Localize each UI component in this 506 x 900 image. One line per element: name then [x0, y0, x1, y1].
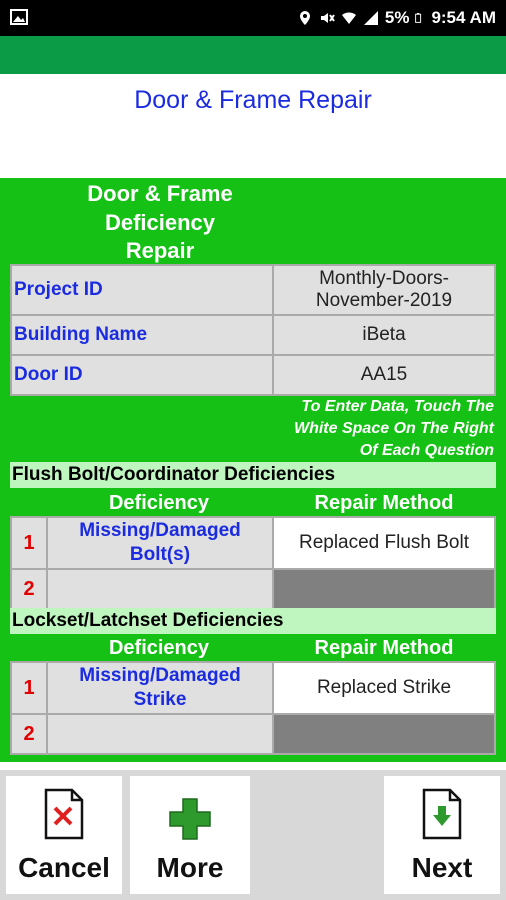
cancel-button[interactable] [6, 776, 122, 894]
repair-method-field [273, 569, 495, 609]
column-headers [10, 490, 496, 516]
repair-method-column-header: Repair Method [314, 637, 454, 659]
app-bar [0, 36, 506, 74]
deficiency-cell [47, 662, 273, 714]
battery-percent: 5% [384, 8, 410, 27]
title-area [0, 74, 506, 178]
repair-method-field[interactable]: Replaced Strike [273, 662, 495, 714]
form-area [0, 178, 506, 762]
page-title: Door & Frame Repair [134, 86, 372, 114]
status-bar [0, 0, 506, 36]
form-heading [60, 180, 260, 266]
deficiency-cell[interactable] [47, 569, 273, 609]
table-row [11, 714, 495, 754]
project-id-label: Project ID [11, 265, 273, 315]
table-row [11, 517, 495, 569]
building-name-row [11, 315, 495, 355]
deficiency-column-header: Deficiency [108, 492, 210, 514]
hint-line: Of Each Question [359, 442, 494, 459]
next-label: Next [411, 852, 473, 883]
flush-bolt-table [10, 516, 496, 610]
column-headers [10, 635, 496, 661]
door-id-value[interactable]: AA15 [273, 355, 495, 395]
next-button[interactable] [384, 776, 500, 894]
deficiency-line: Bolt(s) [129, 544, 191, 565]
project-id-value[interactable] [273, 265, 495, 315]
building-name-label: Building Name [11, 315, 273, 355]
project-id-value-line: Monthly-Doors- [319, 268, 449, 289]
cancel-document-icon [44, 788, 84, 840]
mute-icon [319, 10, 335, 26]
door-id-label: Door ID [11, 355, 273, 395]
more-label: More [156, 852, 224, 883]
repair-method-column-header: Repair Method [314, 492, 454, 514]
row-number: 2 [11, 569, 47, 609]
info-table [10, 264, 496, 396]
deficiency-cell [47, 517, 273, 569]
section-title-lockset: Lockset/Latchset Deficiencies [10, 608, 496, 634]
cancel-label: Cancel [18, 852, 110, 883]
deficiency-line: Missing/Damaged [79, 520, 241, 541]
building-name-value[interactable]: iBeta [273, 315, 495, 355]
battery-icon [415, 10, 425, 26]
next-document-icon [422, 788, 462, 840]
row-number: 1 [11, 662, 47, 714]
deficiency-line: Missing/Damaged [79, 665, 241, 686]
bottom-nav [0, 770, 506, 900]
location-icon [297, 10, 313, 26]
instruction-hint [234, 396, 494, 462]
row-number: 2 [11, 714, 47, 754]
clock: 9:54 AM [431, 8, 496, 27]
image-notification-icon [10, 9, 28, 25]
repair-method-field [273, 714, 495, 754]
signal-icon [363, 10, 379, 26]
form-heading-line: Door & Frame [87, 181, 233, 206]
deficiency-cell[interactable] [47, 714, 273, 754]
section-title-flush-bolt: Flush Bolt/Coordinator Deficiencies [10, 462, 496, 488]
table-row [11, 569, 495, 609]
plus-icon [169, 798, 211, 840]
table-row [11, 662, 495, 714]
form-heading-line: Deficiency [104, 209, 216, 235]
project-id-value-line: November-2019 [315, 290, 453, 311]
lockset-table [10, 661, 496, 755]
deficiency-line: Strike [133, 689, 187, 710]
more-button[interactable] [130, 776, 250, 894]
door-id-row [11, 355, 495, 395]
form-heading-line: Repair [125, 238, 195, 263]
row-number: 1 [11, 517, 47, 569]
hint-line: To Enter Data, Touch The [301, 398, 494, 415]
hint-line: White Space On The Right [293, 420, 494, 437]
deficiency-column-header: Deficiency [108, 637, 210, 659]
repair-method-field[interactable]: Replaced Flush Bolt [273, 517, 495, 569]
project-id-row [11, 265, 495, 315]
wifi-icon [341, 10, 357, 26]
